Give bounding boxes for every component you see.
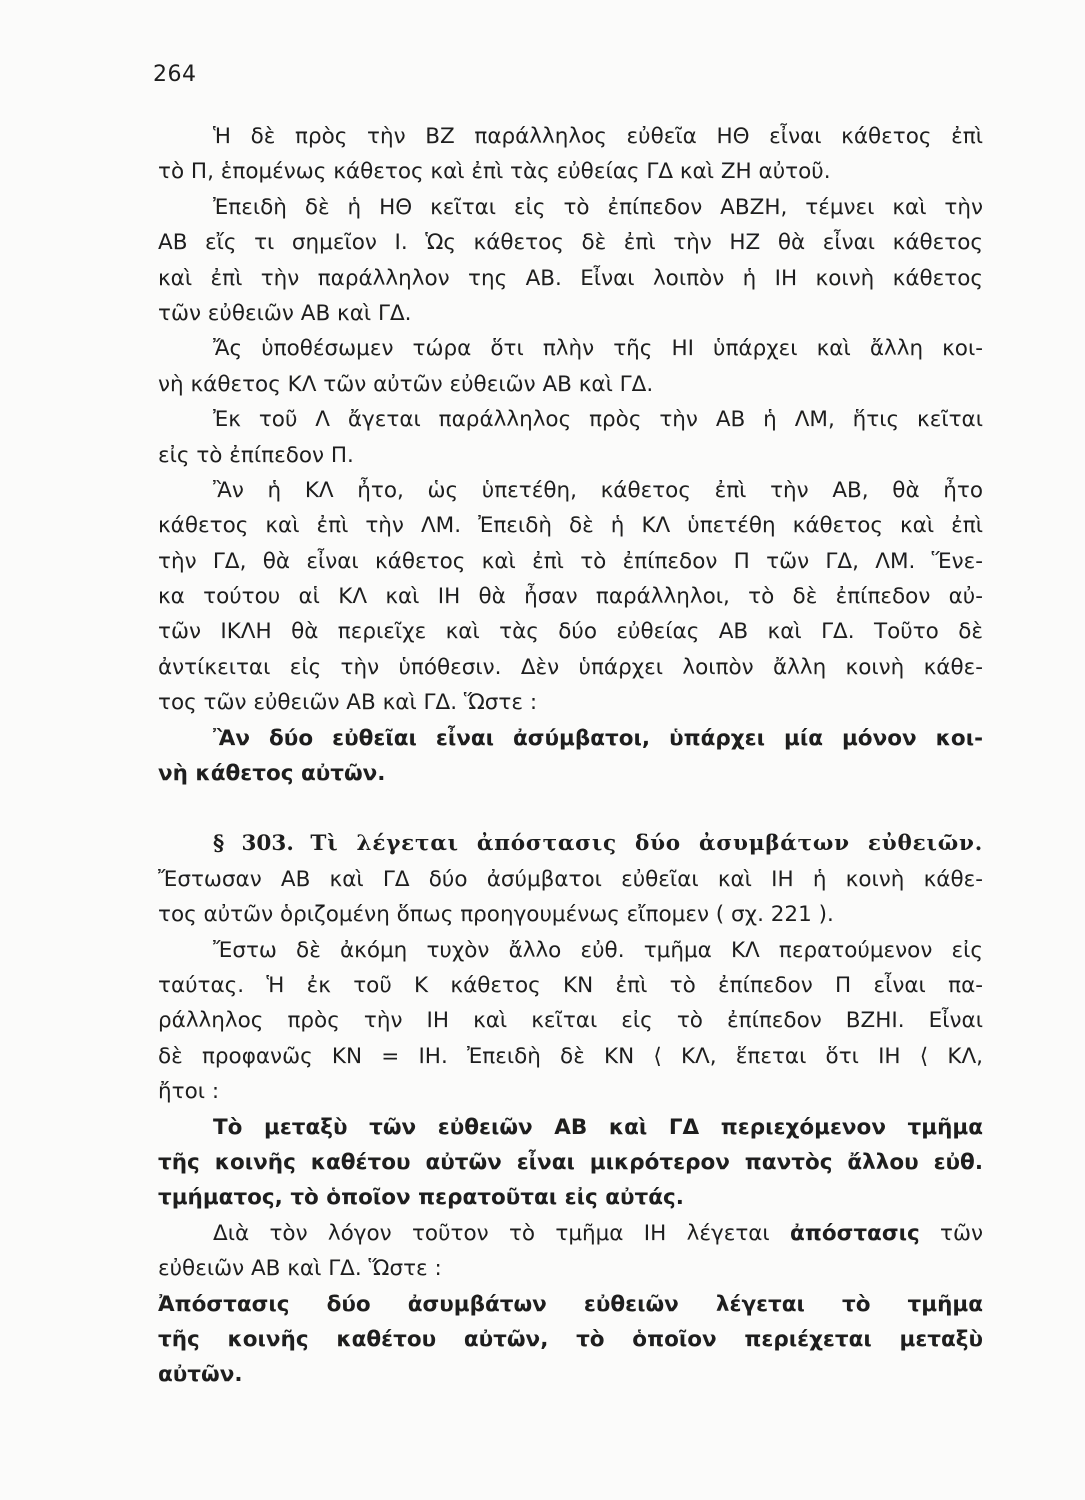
section-number: § 303.: [213, 831, 294, 857]
text-line: τος τῶν εὐθειῶν ΑΒ καὶ ΓΔ. Ὥστε :: [158, 690, 538, 716]
text-line: καὶ ἐπὶ τὴν παράλληλον της ΑΒ. Εἶναι λοιπὸν ἡ ΙΗ κοινὴ κάθετος: [158, 265, 983, 291]
text-line: Ἐπειδὴ δὲ ἡ ΗΘ κεῖται εἰς τὸ ἐπίπεδον ΑΒΖΗ, τέμνει καὶ τὴν: [213, 194, 983, 220]
text-line: τος αὐτῶν ὁριζομένη ὅπως προηγουμένως εἴπομεν ( σχ. 221 ).: [158, 902, 834, 928]
text-fragment: Διὰ τὸν λόγον τοῦτον τὸ τμῆμα ΙΗ λέγεται: [213, 1220, 770, 1246]
definition-line: αὐτῶν.: [158, 1362, 243, 1388]
text-line: ΑΒ εἴς τι σημεῖον Ι. Ὡς κάθετος δὲ ἐπὶ τὴν ΗΖ θὰ εἶναι κάθετος: [158, 230, 983, 256]
text-line: τῶν εὐθειῶν ΑΒ καὶ ΓΔ.: [158, 300, 412, 326]
text-line: εἰς τὸ ἐπίπεδον Π.: [158, 442, 354, 468]
section-heading: [158, 826, 983, 861]
text-line: ταύτας. Ἡ ἐκ τοῦ Κ κάθετος ΚΝ ἐπὶ τὸ ἐπίπεδον Π εἶναι πα-: [158, 972, 983, 998]
text-line: Ἡ δὲ πρὸς τὴν ΒΖ παράλληλος εὐθεῖα ΗΘ εἶναι κάθετος ἐπὶ: [213, 124, 983, 149]
page-number: 264: [153, 62, 197, 87]
text-line: τῶν ΙΚΛΗ θὰ περιεῖχε καὶ τὰς δύο εὐθείας ΑΒ καὶ ΓΔ. Τοῦτο δὲ: [158, 619, 983, 645]
text-line: [158, 1216, 983, 1251]
definition-line: Ἀπόστασις δύο ἀσυμβάτων εὐθειῶν λέγεται τὸ τμῆμα: [158, 1291, 983, 1317]
text-line: ἀντίκειται εἰς τὴν ὑπόθεσιν. Δὲν ὑπάρχει λοιπὸν ἄλλη κοινὴ κάθε-: [158, 654, 983, 680]
text-line: τὸ Π, ἑπομένως κάθετος καὶ ἐπὶ τὰς εὐθείας ΓΔ καὶ ΖΗ αὐτοῦ.: [158, 159, 831, 185]
section-title: Τὶ λέγεται ἀπόστασις δύο ἀσυμβάτων εὐθειῶν.: [310, 831, 984, 857]
text-line: τὴν ΓΔ, θὰ εἶναι κάθετος καὶ ἐπὶ τὸ ἐπίπεδον Π τῶν ΓΔ, ΛΜ. Ἕνε-: [158, 548, 983, 574]
text-line: κα τούτου αἱ ΚΛ καὶ ΙΗ θὰ ἦσαν παράλληλοι, τὸ δὲ ἐπίπεδον αὐ-: [158, 584, 983, 610]
text-line: κάθετος καὶ ἐπὶ τὴν ΛΜ. Ἐπειδὴ δὲ ἡ ΚΛ ὑπετέθη κάθετος καὶ ἐπὶ: [158, 513, 983, 539]
text-line: ἤτοι :: [158, 1079, 220, 1105]
theorem-line: τμήματος, τὸ ὁποῖον περατοῦται εἰς αὐτάς.: [158, 1185, 684, 1211]
text-line: Ἂν ἡ ΚΛ ἦτο, ὡς ὑπετέθη, κάθετος ἐπὶ τὴν ΑΒ, θὰ ἦτο: [213, 477, 983, 503]
body-text: [158, 119, 983, 1393]
text-line: εὐθειῶν ΑΒ καὶ ΓΔ. Ὥστε :: [158, 1256, 442, 1282]
text-line: νὴ κάθετος ΚΛ τῶν αὐτῶν εὐθειῶν ΑΒ καὶ ΓΔ.: [158, 371, 654, 397]
text-line: Ἔστω δὲ ἀκόμη τυχὸν ἄλλο εὐθ. τμῆμα ΚΛ περατούμενον εἰς: [213, 937, 983, 963]
theorem-line: τῆς κοινῆς καθέτου αὐτῶν εἶναι μικρότερον παντὸς ἄλλου εὐθ.: [158, 1149, 983, 1175]
definition-line: τῆς κοινῆς καθέτου αὐτῶν, τὸ ὁποῖον περιέχεται μεταξὺ: [158, 1326, 983, 1352]
text-line: Ἄς ὑποθέσωμεν τώρα ὅτι πλὴν τῆς ΗΙ ὑπάρχει καὶ ἄλλη κοι-: [213, 336, 983, 362]
theorem-line: Τὸ μεταξὺ τῶν εὐθειῶν ΑΒ καὶ ΓΔ περιεχόμενον τμῆμα: [213, 1114, 983, 1140]
theorem-line: Ἂν δύο εὐθεῖαι εἶναι ἀσύμβατοι, ὑπάρχει μία μόνον κοι-: [213, 725, 983, 751]
text-line: Ἔστωσαν ΑΒ καὶ ΓΔ δύο ἀσύμβατοι εὐθεῖαι καὶ ΙΗ ἡ κοινὴ κάθε-: [158, 866, 983, 892]
theorem-line: νὴ κάθετος αὐτῶν.: [158, 761, 386, 787]
text-line: Ἐκ τοῦ Λ ἄγεται παράλληλος πρὸς τὴν ΑΒ ἡ ΛΜ, ἥτις κεῖται: [213, 407, 983, 433]
text-line: δὲ προφανῶς ΚΝ = ΙΗ. Ἐπειδὴ δὲ ΚΝ ⟨ ΚΛ, ἕπεται ὅτι ΙΗ ⟨ ΚΛ,: [158, 1043, 983, 1069]
term-emphasis: ἀπόστασις: [790, 1220, 920, 1246]
text-fragment: τῶν: [940, 1220, 983, 1246]
text-line: ράλληλος πρὸς τὴν ΙΗ καὶ κεῖται εἰς τὸ ἐπίπεδον ΒΖΗΙ. Εἶναι: [158, 1008, 983, 1034]
